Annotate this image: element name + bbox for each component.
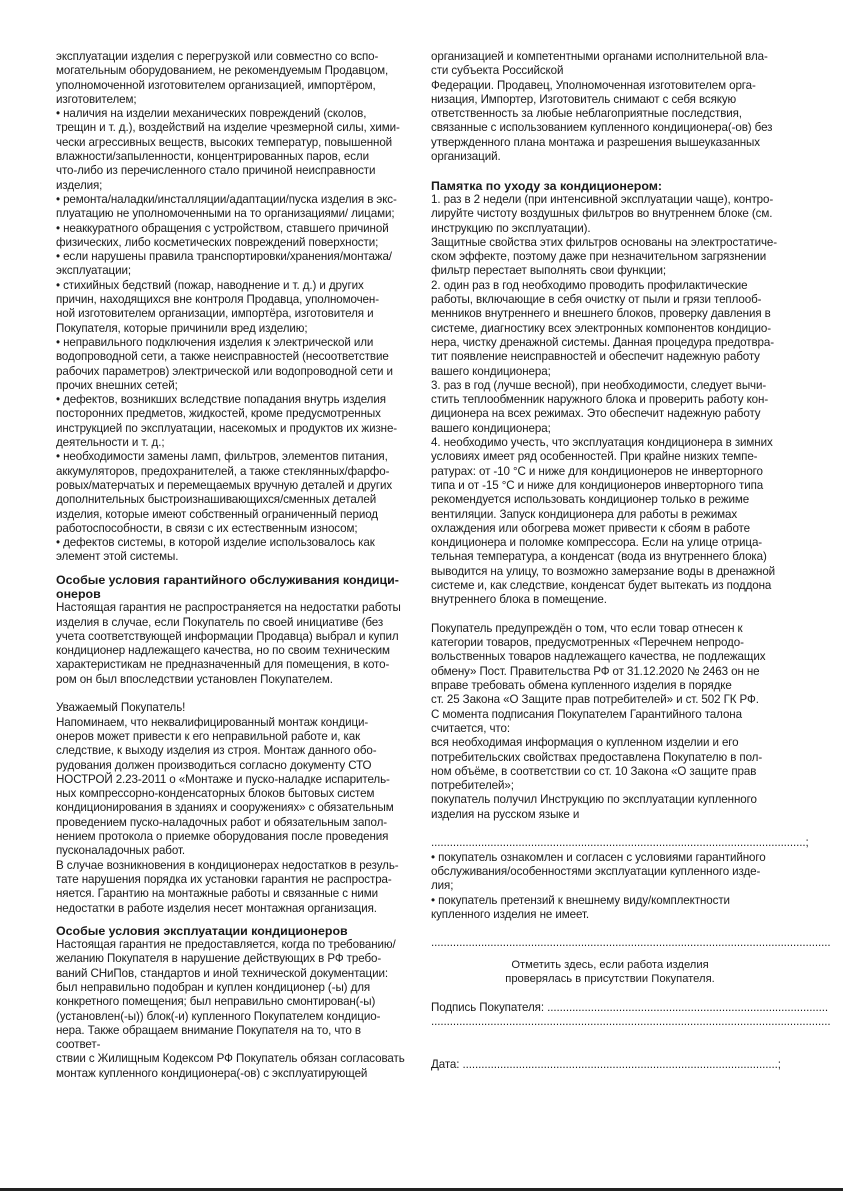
care-instructions: 1. раз в 2 недели (при интенсивной эксплуатации чаще), контро- лируйте чистоту воздушных фильтров во внутреннем блоке (см. инструкцию по эксплуатации). Защитные свойства этих фильтров основаны на электростатиче- ском эффекте, поэтому даже при незначительном загрязнении фильтр перестает выполнять свои функции; 2. один раз в год необходимо проводить профилактические работы, включающие в себя очистку от пыли и грязи теплооб- менников внутреннего и внешнего блоков, проверку давления в системе, диагностику всех электронных компонентов кондицио- нера, чистку дренажной системы. Данная процедура предотвра- тит появление неисправностей и обеспечит надежную работу вашего кондиционера; 3. раз в год (лучше весной), при необходимости, следует вычи- стить теплообменник наружного блока и проверить работу кон- диционера на всех режимах. Это обеспечит надежную работу вашего кондиционера; 4. необходимо учесть, что эксплуатация кондиционера в зимних условиях имеет ряд особенностей. При крайне низких темпе- ратурах: от -10 °С и ниже для кондиционеров не инверторного типа и от -15 °С и ниже для кондиционеров инверторного типа рекомендуется использовать кондиционер только в режиме вентиляции. Запуск кондиционера для работы в режимах охлаждения или обогрева может привести к сбоям в работе кондиционера и поломке компрессора. Если на улице отрица- тельная температура, а конденсат (вода из внутреннего блока) выводится на улицу, то возможно замерзание воды в дренажной системе и, как следствие, конденсат будет вытекать из поддона внутреннего блока в помещение.: [431, 192, 777, 607]
warranty-service-text: Настоящая гарантия не распространяется на недостатки работы изделия в случае, если Покупатель по своей инициативе (без учета соответствующей информации Продавца) выбрал и купил кондиционер надлежащего качества, но по своим техническим характеристикам не предназначенный для помещения, в кото- ром он был впоследствии установлен Покупателем.: [56, 601, 401, 686]
page-bottom-rule: [0, 1188, 843, 1191]
checked-in-presence-note: Отметить здесь, если работа изделия проверялась в присутствии Покупателя.: [505, 958, 715, 985]
section-heading-care: Памятка по уходу за кондиционером:: [431, 178, 663, 193]
signature-field[interactable]: ..........................................................................................: [547, 1000, 828, 1014]
left-column: [56, 50, 408, 1081]
section-heading-warranty-service: Особые условия гарантийного обслуживания кондици- онеров: [56, 572, 399, 601]
fill-in-line[interactable]: ........................................................................................................................;: [431, 836, 809, 850]
section-heading-operation: Особые условия эксплуатации кондиционеров: [56, 923, 348, 938]
operation-text: Настоящая гарантия не предоставляется, когда по требованию/ желанию Покупателя в нарушение действующих в РФ требо- ваний СНиПов, стандартов и иной технической документации: был неправильно подобран и куплен кондиционер (-ы) для конкретного помещения; был неправильно смонтирован(-ы) (установлен(-ы)) блок(-и) купленного Покупателем кондицио- нера. Также обращаем внимание Покупателя на то, что в соответ- ствии с Жилищным Кодексом РФ Покупатель обязан согласовать монтаж купленного кондиционера(-ов) с эксплуатирующей: [56, 938, 405, 1080]
buyer-notice: Покупатель предупреждён о том, что если товар отнесен к категории товаров, предусмотренных «Перечнем непродо- вольственных товаров надлежащего качества, не подлежащих обмену» Пост. Правительства РФ от 31.12.2020 № 2463 он не вправе требовать обмена купленного изделия в порядке ст. 25 Закона «О Защите прав потребителей» и ст. 502 ГК РФ. С момента подписания Покупателем Гарантийного талона считается, что: вся необходимая информация о купленном изделии и его потребительских свойствах предоставлена Покупателю в пол- ном объёме, в соответствии со ст. 10 Закона «О защите прав потребителей»; покупатель получил Инструкцию по эксплуатации купленного изделия на русском языке и: [431, 621, 766, 821]
buyer-acknowledgements: • покупатель ознакомлен и согласен с условиями гарантийного обслуживания/особенностями эксплуатации купленного изде- лия; • покупатель претензий к внешнему виду/комплектности купленного изделия не имеет.: [431, 850, 766, 921]
installation-notice: Уважаемый Покупатель! Напоминаем, что неквалифицированный монтаж кондици- онеров может привести к его неправильной работе и, как следствие, к выходу изделия из строя. Монтаж данного обо- рудования должен производиться согласно документу СТО НОСТРОЙ 2.23-2011 о «Монтаже и пуско-наладке испаритель- ных компрессорно-конденсаторных блоков бытовых систем кондиционирования в зданиях и сооружениях» с обязательным проведением пуско-наладочных работ и обязательным запол- нением протокола о приемке оборудования после проведения пусконаладочных работ. В случае возникновения в кондиционерах недостатков в резуль- тате нарушения порядка их установки гарантия не распростра- няется. Гарантию на монтажные работы и связанные с ними недостатки в работе изделия несет монтажная организация.: [56, 701, 399, 915]
exclusions-list: эксплуатации изделия с перегрузкой или совместно со вспо- могательным оборудованием, не рекомендуемым Продавцом, уполномоченной изготовителем организацией, импортёром, изготовителем; • наличия на изделии механических повреждений (сколов, трещин и т. д.), воздействий на изделие чрезмерной силы, хими- чески агрессивных веществ, высоких температур, повышенной влажности/запыленности, концентрированных паров, если что-либо из перечисленного стало причиной неисправности изделия; • ремонта/наладки/инсталляции/адаптации/пуска изделия в экс- плуатацию не уполномоченными на то организациями/ лицами; • неаккуратного обращения с устройством, ставшего причиной физических, либо косметических повреждений поверхности; • если нарушены правила транспортировки/хранения/монтажа/ эксплуатации; • стихийных бедствий (пожар, наводнение и т. д.) и других причин, находящихся вне контроля Продавца, уполномочен- ной изготовителем организации, импортёра, изготовителя и Покупателя, которые причинили вред изделию; • неправильного подключения изделия к электрической или водопроводной сети, а также неисправностей (несоответствие рабочих параметров) электрической или водопроводной сети и прочих внешних сетей; • дефектов, возникших вследствие попадания внутрь изделия посторонних предметов, жидкостей, кроме предусмотренных инструкцией по эксплуатации, насекомых и продуктов их жизне- деятельности и т. д.; • необходимости замены ламп, фильтров, элементов питания, аккумуляторов, предохранителей, а также стеклянных/фарфо- ровых/матерчатых и перемещаемых вручную деталей и других дополнительных быстроизнашивающихся/сменных деталей изделия, которые имеют собственный ограниченный период работоспособности, в связи с их естественным износом; • дефектов системы, в которой изделие использовалось как элемент этой системы.: [56, 50, 400, 564]
operation-text-continued: организацией и компетентными органами исполнительной вла- сти субъекта Российской Федерации. Продавец, Уполномоченная изготовителем орга- низация, Импортер, Изготовитель снимают с себя всякую ответственность за любые неблагоприятные последствия, связанные с использованием купленного кондиционера(-ов) без утвержденного плана монтажа и разрешения вышеуказанных организаций.: [431, 50, 773, 164]
signature-row: [431, 1000, 828, 1015]
signature-label: Подпись Покупателя:: [431, 1000, 548, 1014]
date-row: [431, 1058, 789, 1072]
date-label: Дата:: [431, 1057, 463, 1071]
signature-extra-line[interactable]: ................................................................................................................................: [431, 1014, 831, 1028]
right-column: [431, 50, 831, 1072]
date-field[interactable]: .....................................................................................................;: [462, 1057, 781, 1071]
fill-in-line-2[interactable]: ................................................................................................................................: [431, 936, 831, 950]
